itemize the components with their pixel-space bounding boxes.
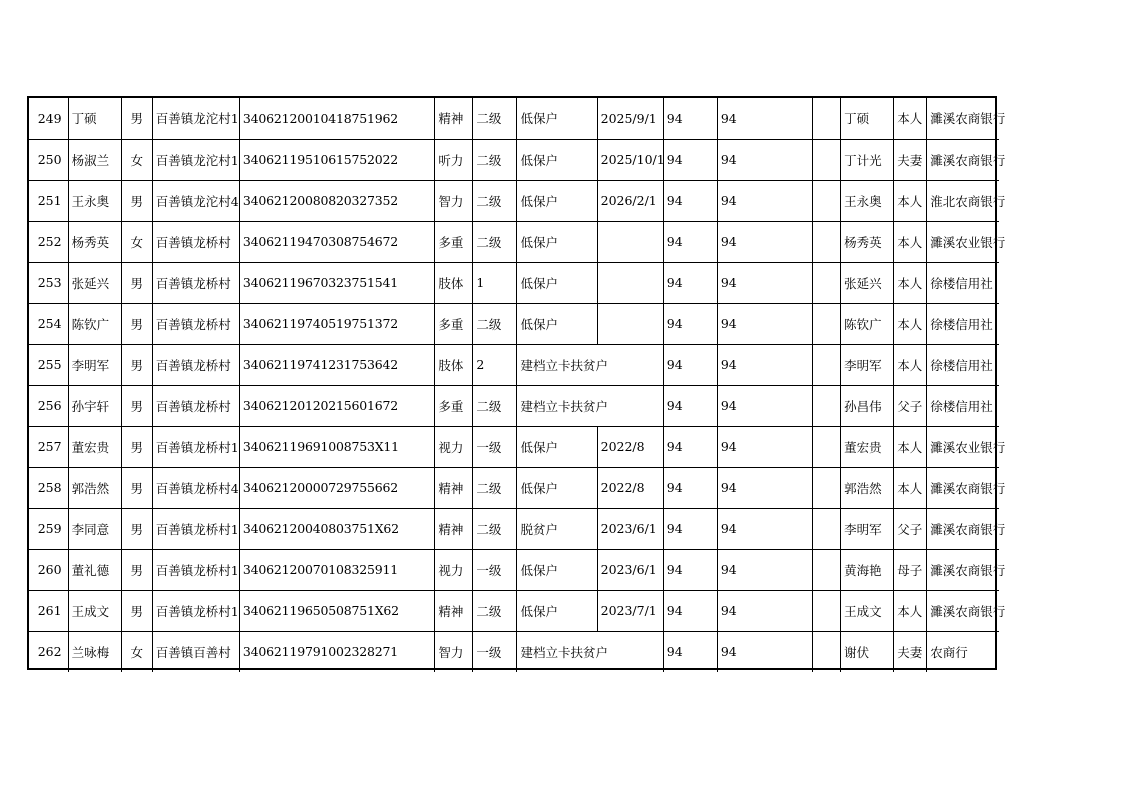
household-category-cell[interactable]: 低保户 bbox=[517, 262, 597, 303]
blank-cell[interactable] bbox=[813, 344, 841, 385]
disability-type-cell[interactable]: 精神 bbox=[435, 98, 473, 139]
disability-type-cell[interactable]: 多重 bbox=[435, 303, 473, 344]
gender-cell[interactable]: 男 bbox=[121, 467, 152, 508]
relationship-cell[interactable]: 本人 bbox=[894, 426, 927, 467]
amount-a-cell[interactable]: 94 bbox=[663, 180, 717, 221]
amount-a-cell[interactable]: 94 bbox=[663, 631, 717, 672]
payee-name-cell[interactable]: 李明军 bbox=[841, 508, 894, 549]
bank-cell[interactable]: 濉溪农业银行 bbox=[927, 221, 999, 262]
household-category-cell[interactable]: 低保户 bbox=[517, 467, 597, 508]
table-row bbox=[29, 467, 999, 508]
id-number-cell[interactable]: 34062119791002328271 bbox=[239, 631, 434, 672]
payee-name-cell[interactable]: 郭浩然 bbox=[841, 467, 894, 508]
id-number-cell[interactable]: 34062120000729755662 bbox=[239, 467, 434, 508]
date-cell[interactable]: 2023/6/1 bbox=[597, 508, 663, 549]
payee-name-cell[interactable]: 李明军 bbox=[841, 344, 894, 385]
blank-cell[interactable] bbox=[813, 139, 841, 180]
bank-cell[interactable]: 徐楼信用社 bbox=[927, 344, 999, 385]
name-cell[interactable]: 杨秀英 bbox=[68, 221, 121, 262]
household-category-cell[interactable]: 低保户 bbox=[517, 139, 597, 180]
table-row bbox=[29, 221, 999, 262]
bank-cell[interactable]: 农商行 bbox=[927, 631, 999, 672]
bank-cell[interactable]: 濉溪农商银行 bbox=[927, 467, 999, 508]
row-number-cell[interactable]: 250 bbox=[29, 139, 68, 180]
id-number-cell[interactable]: 34062119691008753X11 bbox=[239, 426, 434, 467]
id-number-cell[interactable]: 34062119741231753642 bbox=[239, 344, 434, 385]
id-number-cell[interactable]: 34062119670323751541 bbox=[239, 262, 434, 303]
blank-cell[interactable] bbox=[813, 426, 841, 467]
table-row bbox=[29, 98, 999, 139]
disability-type-cell[interactable]: 听力 bbox=[435, 139, 473, 180]
gender-cell[interactable]: 男 bbox=[121, 344, 152, 385]
gender-cell[interactable]: 男 bbox=[121, 549, 152, 590]
gender-cell[interactable]: 男 bbox=[121, 98, 152, 139]
date-cell[interactable]: 2022/8 bbox=[597, 467, 663, 508]
date-cell[interactable] bbox=[597, 262, 663, 303]
bank-cell[interactable]: 淮北农商银行 bbox=[927, 180, 999, 221]
amount-a-cell[interactable]: 94 bbox=[663, 590, 717, 631]
gender-cell[interactable]: 男 bbox=[121, 508, 152, 549]
amount-a-cell[interactable]: 94 bbox=[663, 385, 717, 426]
id-number-cell[interactable]: 34062119740519751372 bbox=[239, 303, 434, 344]
amount-b-cell[interactable]: 94 bbox=[717, 139, 812, 180]
payee-name-cell[interactable]: 杨秀英 bbox=[841, 221, 894, 262]
relationship-cell[interactable]: 夫妻 bbox=[894, 139, 927, 180]
name-cell[interactable]: 王成文 bbox=[68, 590, 121, 631]
name-cell[interactable]: 杨淑兰 bbox=[68, 139, 121, 180]
row-number-cell[interactable]: 249 bbox=[29, 98, 68, 139]
amount-b-cell[interactable]: 94 bbox=[717, 180, 812, 221]
blank-cell[interactable] bbox=[813, 303, 841, 344]
address-cell[interactable]: 百善镇龙沱村4 bbox=[152, 180, 239, 221]
disability-type-cell[interactable]: 精神 bbox=[435, 590, 473, 631]
blank-cell[interactable] bbox=[813, 590, 841, 631]
row-number-cell[interactable]: 259 bbox=[29, 508, 68, 549]
address-cell[interactable]: 百善镇龙桥村1 bbox=[152, 590, 239, 631]
bank-cell[interactable]: 徐楼信用社 bbox=[927, 303, 999, 344]
relationship-cell[interactable]: 本人 bbox=[894, 590, 927, 631]
table-row bbox=[29, 303, 999, 344]
bank-cell[interactable]: 徐楼信用社 bbox=[927, 262, 999, 303]
payee-name-cell[interactable]: 丁硕 bbox=[841, 98, 894, 139]
household-category-cell[interactable]: 低保户 bbox=[517, 549, 597, 590]
date-cell[interactable]: 2025/10/1 bbox=[597, 139, 663, 180]
household-category-cell[interactable]: 低保户 bbox=[517, 303, 597, 344]
date-cell[interactable]: 2023/6/1 bbox=[597, 549, 663, 590]
gender-cell[interactable]: 男 bbox=[121, 180, 152, 221]
amount-b-cell[interactable]: 94 bbox=[717, 385, 812, 426]
date-cell[interactable] bbox=[597, 303, 663, 344]
amount-b-cell[interactable]: 94 bbox=[717, 508, 812, 549]
amount-a-cell[interactable]: 94 bbox=[663, 344, 717, 385]
date-cell[interactable]: 2022/8 bbox=[597, 426, 663, 467]
gender-cell[interactable]: 女 bbox=[121, 631, 152, 672]
disability-level-cell[interactable]: 二级 bbox=[473, 180, 517, 221]
row-number-cell[interactable]: 257 bbox=[29, 426, 68, 467]
disability-level-cell[interactable]: 2 bbox=[473, 344, 517, 385]
table-row bbox=[29, 631, 999, 672]
table-row bbox=[29, 344, 999, 385]
gender-cell[interactable]: 男 bbox=[121, 426, 152, 467]
bank-cell[interactable]: 徐楼信用社 bbox=[927, 385, 999, 426]
row-number-cell[interactable]: 260 bbox=[29, 549, 68, 590]
name-cell[interactable]: 李同意 bbox=[68, 508, 121, 549]
row-number-cell[interactable]: 251 bbox=[29, 180, 68, 221]
address-cell[interactable]: 百善镇龙桥村 bbox=[152, 344, 239, 385]
household-category-cell[interactable]: 低保户 bbox=[517, 180, 597, 221]
id-number-cell[interactable]: 34062119470308754672 bbox=[239, 221, 434, 262]
name-cell[interactable]: 董宏贵 bbox=[68, 426, 121, 467]
amount-b-cell[interactable]: 94 bbox=[717, 98, 812, 139]
amount-a-cell[interactable]: 94 bbox=[663, 139, 717, 180]
date-cell[interactable] bbox=[597, 221, 663, 262]
date-cell[interactable]: 2025/9/1 bbox=[597, 98, 663, 139]
disability-type-cell[interactable]: 精神 bbox=[435, 508, 473, 549]
relationship-cell[interactable]: 本人 bbox=[894, 344, 927, 385]
disability-type-cell[interactable]: 视力 bbox=[435, 549, 473, 590]
row-number-cell[interactable]: 254 bbox=[29, 303, 68, 344]
disability-type-cell[interactable]: 精神 bbox=[435, 467, 473, 508]
row-number-cell[interactable]: 261 bbox=[29, 590, 68, 631]
payee-name-cell[interactable]: 孙昌伟 bbox=[841, 385, 894, 426]
table-row bbox=[29, 385, 999, 426]
address-cell[interactable]: 百善镇百善村 bbox=[152, 631, 239, 672]
disability-type-cell[interactable]: 肢体 bbox=[435, 262, 473, 303]
address-cell[interactable]: 百善镇龙桥村1 bbox=[152, 508, 239, 549]
table-row bbox=[29, 590, 999, 631]
payee-name-cell[interactable]: 王成文 bbox=[841, 590, 894, 631]
amount-b-cell[interactable]: 94 bbox=[717, 549, 812, 590]
disability-level-cell[interactable]: 一级 bbox=[473, 549, 517, 590]
payee-name-cell[interactable]: 张延兴 bbox=[841, 262, 894, 303]
gender-cell[interactable]: 男 bbox=[121, 262, 152, 303]
household-category-cell[interactable]: 建档立卡扶贫户 bbox=[517, 344, 663, 385]
address-cell[interactable]: 百善镇龙桥村 bbox=[152, 262, 239, 303]
amount-b-cell[interactable]: 94 bbox=[717, 303, 812, 344]
payee-name-cell[interactable]: 谢伏 bbox=[841, 631, 894, 672]
name-cell[interactable]: 孙宇轩 bbox=[68, 385, 121, 426]
id-number-cell[interactable]: 34062120040803751X62 bbox=[239, 508, 434, 549]
amount-b-cell[interactable]: 94 bbox=[717, 221, 812, 262]
disability-type-cell[interactable]: 多重 bbox=[435, 385, 473, 426]
bank-cell[interactable]: 濉溪农业银行 bbox=[927, 426, 999, 467]
id-number-cell[interactable]: 34062120010418751962 bbox=[239, 98, 434, 139]
address-cell[interactable]: 百善镇龙桥村 bbox=[152, 385, 239, 426]
disability-type-cell[interactable]: 智力 bbox=[435, 180, 473, 221]
relationship-cell[interactable]: 本人 bbox=[894, 467, 927, 508]
address-cell[interactable]: 百善镇龙桥村4 bbox=[152, 467, 239, 508]
disability-level-cell[interactable]: 二级 bbox=[473, 303, 517, 344]
disability-level-cell[interactable]: 1 bbox=[473, 262, 517, 303]
relationship-cell[interactable]: 父子 bbox=[894, 385, 927, 426]
relationship-cell[interactable]: 本人 bbox=[894, 221, 927, 262]
table-row bbox=[29, 262, 999, 303]
id-number-cell[interactable]: 34062120120215601672 bbox=[239, 385, 434, 426]
gender-cell[interactable]: 女 bbox=[121, 221, 152, 262]
table-row bbox=[29, 426, 999, 467]
spreadsheet-table-container bbox=[27, 96, 1006, 670]
blank-cell[interactable] bbox=[813, 549, 841, 590]
payee-name-cell[interactable]: 丁计光 bbox=[841, 139, 894, 180]
relationship-cell[interactable]: 本人 bbox=[894, 180, 927, 221]
disability-level-cell[interactable]: 二级 bbox=[473, 590, 517, 631]
blank-cell[interactable] bbox=[813, 262, 841, 303]
disability-level-cell[interactable]: 一级 bbox=[473, 631, 517, 672]
amount-a-cell[interactable]: 94 bbox=[663, 426, 717, 467]
table-row bbox=[29, 508, 999, 549]
address-cell[interactable]: 百善镇龙沱村1 bbox=[152, 98, 239, 139]
relationship-cell[interactable]: 本人 bbox=[894, 262, 927, 303]
payee-name-cell[interactable]: 董宏贵 bbox=[841, 426, 894, 467]
blank-cell[interactable] bbox=[813, 631, 841, 672]
name-cell[interactable]: 张延兴 bbox=[68, 262, 121, 303]
gender-cell[interactable]: 女 bbox=[121, 139, 152, 180]
blank-cell[interactable] bbox=[813, 221, 841, 262]
disability-type-cell[interactable]: 多重 bbox=[435, 221, 473, 262]
relationship-cell[interactable]: 本人 bbox=[894, 303, 927, 344]
amount-a-cell[interactable]: 94 bbox=[663, 508, 717, 549]
bank-cell[interactable]: 濉溪农商银行 bbox=[927, 98, 999, 139]
amount-b-cell[interactable]: 94 bbox=[717, 344, 812, 385]
gender-cell[interactable]: 男 bbox=[121, 590, 152, 631]
id-number-cell[interactable]: 34062120070108325911 bbox=[239, 549, 434, 590]
household-category-cell[interactable]: 低保户 bbox=[517, 221, 597, 262]
bank-cell[interactable]: 濉溪农商银行 bbox=[927, 508, 999, 549]
id-number-cell[interactable]: 34062120080820327352 bbox=[239, 180, 434, 221]
address-cell[interactable]: 百善镇龙桥村 bbox=[152, 221, 239, 262]
amount-a-cell[interactable]: 94 bbox=[663, 98, 717, 139]
blank-cell[interactable] bbox=[813, 98, 841, 139]
row-number-cell[interactable]: 252 bbox=[29, 221, 68, 262]
payee-name-cell[interactable]: 陈钦广 bbox=[841, 303, 894, 344]
address-cell[interactable]: 百善镇龙桥村1 bbox=[152, 549, 239, 590]
recipient-table bbox=[29, 98, 1006, 672]
bank-cell[interactable]: 濉溪农商银行 bbox=[927, 590, 999, 631]
amount-a-cell[interactable]: 94 bbox=[663, 221, 717, 262]
name-cell[interactable]: 董礼德 bbox=[68, 549, 121, 590]
name-cell[interactable]: 丁硕 bbox=[68, 98, 121, 139]
amount-a-cell[interactable]: 94 bbox=[663, 549, 717, 590]
row-number-cell[interactable]: 256 bbox=[29, 385, 68, 426]
household-category-cell[interactable]: 低保户 bbox=[517, 426, 597, 467]
disability-level-cell[interactable]: 二级 bbox=[473, 467, 517, 508]
relationship-cell[interactable]: 夫妻 bbox=[894, 631, 927, 672]
payee-name-cell[interactable]: 王永奥 bbox=[841, 180, 894, 221]
disability-level-cell[interactable]: 二级 bbox=[473, 508, 517, 549]
disability-level-cell[interactable]: 二级 bbox=[473, 98, 517, 139]
id-number-cell[interactable]: 34062119510615752022 bbox=[239, 139, 434, 180]
blank-cell[interactable] bbox=[813, 385, 841, 426]
blank-cell[interactable] bbox=[813, 467, 841, 508]
relationship-cell[interactable]: 母子 bbox=[894, 549, 927, 590]
disability-type-cell[interactable]: 视力 bbox=[435, 426, 473, 467]
bank-cell[interactable]: 濉溪农商银行 bbox=[927, 139, 999, 180]
amount-a-cell[interactable]: 94 bbox=[663, 467, 717, 508]
amount-a-cell[interactable]: 94 bbox=[663, 303, 717, 344]
table-body bbox=[29, 98, 1006, 672]
row-number-cell[interactable]: 255 bbox=[29, 344, 68, 385]
relationship-cell[interactable]: 本人 bbox=[894, 98, 927, 139]
name-cell[interactable]: 兰咏梅 bbox=[68, 631, 121, 672]
relationship-cell[interactable]: 父子 bbox=[894, 508, 927, 549]
household-category-cell[interactable]: 建档立卡扶贫户 bbox=[517, 631, 663, 672]
name-cell[interactable]: 王永奥 bbox=[68, 180, 121, 221]
address-cell[interactable]: 百善镇龙桥村1 bbox=[152, 426, 239, 467]
disability-type-cell[interactable]: 智力 bbox=[435, 631, 473, 672]
disability-type-cell[interactable]: 肢体 bbox=[435, 344, 473, 385]
name-cell[interactable]: 陈钦广 bbox=[68, 303, 121, 344]
blank-cell[interactable] bbox=[813, 508, 841, 549]
row-number-cell[interactable]: 258 bbox=[29, 467, 68, 508]
amount-b-cell[interactable]: 94 bbox=[717, 467, 812, 508]
address-cell[interactable]: 百善镇龙沱村1 bbox=[152, 139, 239, 180]
amount-b-cell[interactable]: 94 bbox=[717, 426, 812, 467]
disability-level-cell[interactable]: 二级 bbox=[473, 221, 517, 262]
address-cell[interactable]: 百善镇龙桥村 bbox=[152, 303, 239, 344]
payee-name-cell[interactable]: 黄海艳 bbox=[841, 549, 894, 590]
household-category-cell[interactable]: 低保户 bbox=[517, 98, 597, 139]
blank-cell[interactable] bbox=[813, 180, 841, 221]
row-number-cell[interactable]: 253 bbox=[29, 262, 68, 303]
amount-b-cell[interactable]: 94 bbox=[717, 262, 812, 303]
table-row bbox=[29, 549, 999, 590]
id-number-cell[interactable]: 34062119650508751X62 bbox=[239, 590, 434, 631]
date-cell[interactable]: 2023/7/1 bbox=[597, 590, 663, 631]
bank-cell[interactable]: 濉溪农商银行 bbox=[927, 549, 999, 590]
table-row bbox=[29, 180, 999, 221]
household-category-cell[interactable]: 建档立卡扶贫户 bbox=[517, 385, 663, 426]
household-category-cell[interactable]: 脱贫户 bbox=[517, 508, 597, 549]
name-cell[interactable]: 郭浩然 bbox=[68, 467, 121, 508]
name-cell[interactable]: 李明军 bbox=[68, 344, 121, 385]
amount-a-cell[interactable]: 94 bbox=[663, 262, 717, 303]
amount-b-cell[interactable]: 94 bbox=[717, 631, 812, 672]
disability-level-cell[interactable]: 二级 bbox=[473, 385, 517, 426]
disability-level-cell[interactable]: 一级 bbox=[473, 426, 517, 467]
amount-b-cell[interactable]: 94 bbox=[717, 590, 812, 631]
gender-cell[interactable]: 男 bbox=[121, 385, 152, 426]
gender-cell[interactable]: 男 bbox=[121, 303, 152, 344]
row-number-cell[interactable]: 262 bbox=[29, 631, 68, 672]
disability-level-cell[interactable]: 二级 bbox=[473, 139, 517, 180]
household-category-cell[interactable]: 低保户 bbox=[517, 590, 597, 631]
date-cell[interactable]: 2026/2/1 bbox=[597, 180, 663, 221]
table-row bbox=[29, 139, 999, 180]
